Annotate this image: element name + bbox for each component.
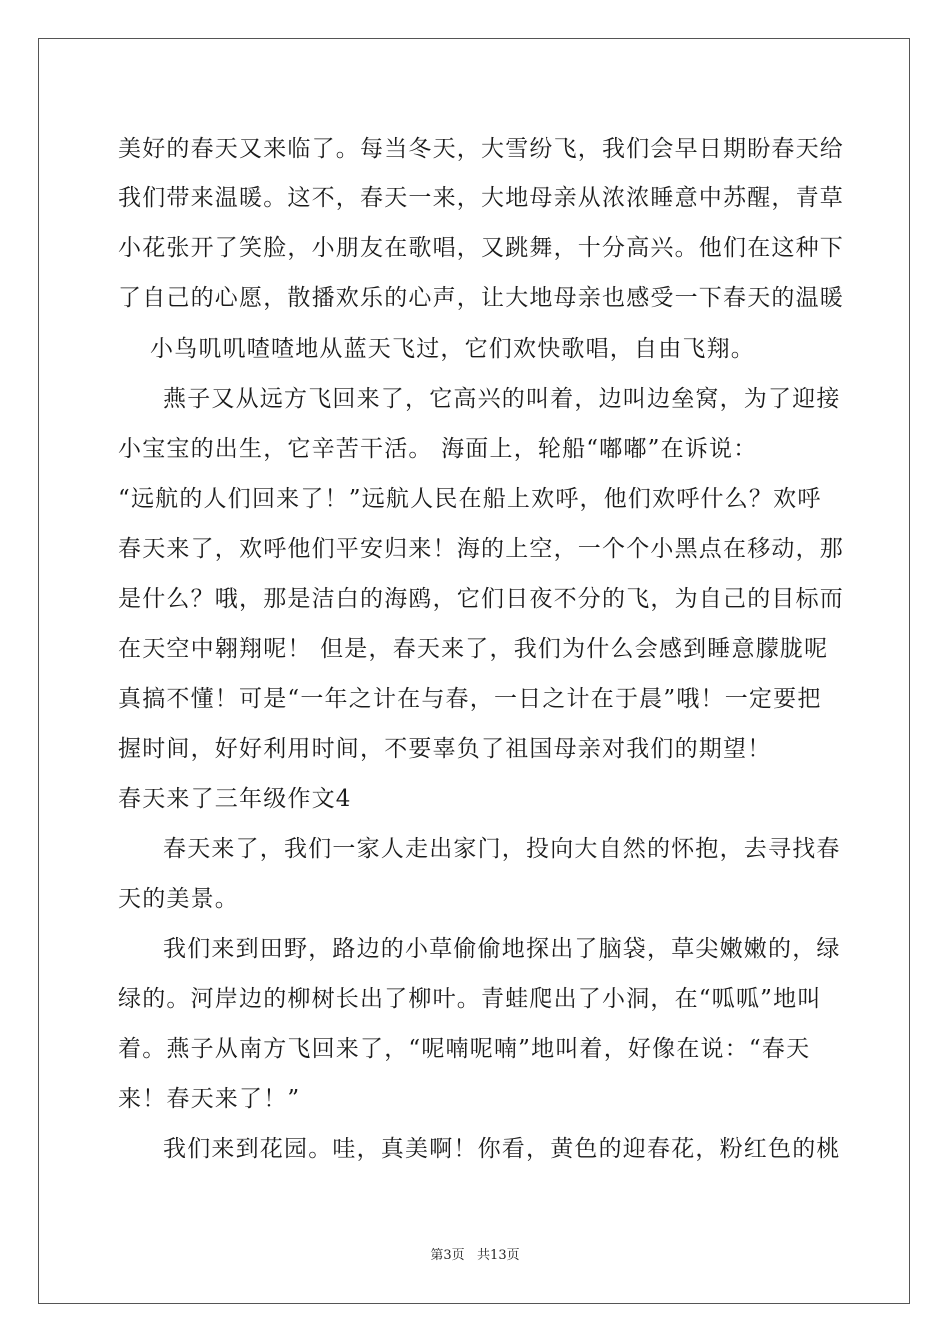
text-line: 美好的春天又来临了。每当冬天，大雪纷飞，我们会早日期盼春天给 [118,136,844,162]
text-line: 握时间，好好利用时间，不要辜负了祖国母亲对我们的期望！ [118,736,772,762]
text-line: 了自己的心愿，散播欢乐的心声，让大地母亲也感受一下春天的温暖 [118,285,844,311]
page-border [38,38,910,1304]
page-footer: 第3页 共13页 [430,1248,520,1263]
text-line: 小鸟叽叽喳喳地从蓝天飞过，它们欢快歌唱，自由飞翔。 [150,336,755,362]
text-line: 我们来到田野，路边的小草偷偷地探出了脑袋，草尖嫩嫩的，绿 [163,936,841,962]
section-heading: 春天来了三年级作文4 [118,786,352,812]
text-line: 真搞不懂！可是“一年之计在与春，一日之计在于晨”哦！一定要把 [118,686,822,712]
text-line: 天的美景。 [118,886,239,912]
text-line: 来！春天来了！” [118,1086,301,1112]
text-line: 绿的。河岸边的柳树长出了柳叶。青蛙爬出了小洞，在“呱呱”地叫 [118,986,822,1012]
text-line: 燕子又从远方飞回来了，它高兴的叫着，边叫边垒窝，为了迎接 [163,386,841,412]
text-line: 我们来到花园。哇，真美啊！你看，黄色的迎春花，粉红色的桃 [163,1136,841,1162]
text-line: 着。燕子从南方飞回来了，“呢喃呢喃”地叫着，好像在说：“春天 [118,1036,811,1062]
text-line: 我们带来温暖。这不，春天一来，大地母亲从浓浓睡意中苏醒，青草 [118,185,844,211]
text-line: 在天空中翱翔呢！ 但是，春天来了，我们为什么会感到睡意朦胧呢 [118,636,829,662]
text-line: 是什么？哦，那是洁白的海鸥，它们日夜不分的飞，为自己的目标而 [118,586,844,612]
text-line: 春天来了，我们一家人走出家门，投向大自然的怀抱，去寻找春 [163,836,841,862]
text-line: 小花张开了笑脸，小朋友在歌唱，又跳舞，十分高兴。他们在这种下 [118,235,844,261]
text-line: 春天来了，欢呼他们平安归来！海的上空，一个个小黑点在移动，那 [118,536,844,562]
text-line: 小宝宝的出生，它辛苦干活。 海面上，轮船“嘟嘟”在诉说： [118,436,758,462]
text-line: “远航的人们回来了！”远航人民在船上欢呼，他们欢呼什么？欢呼 [118,486,822,512]
